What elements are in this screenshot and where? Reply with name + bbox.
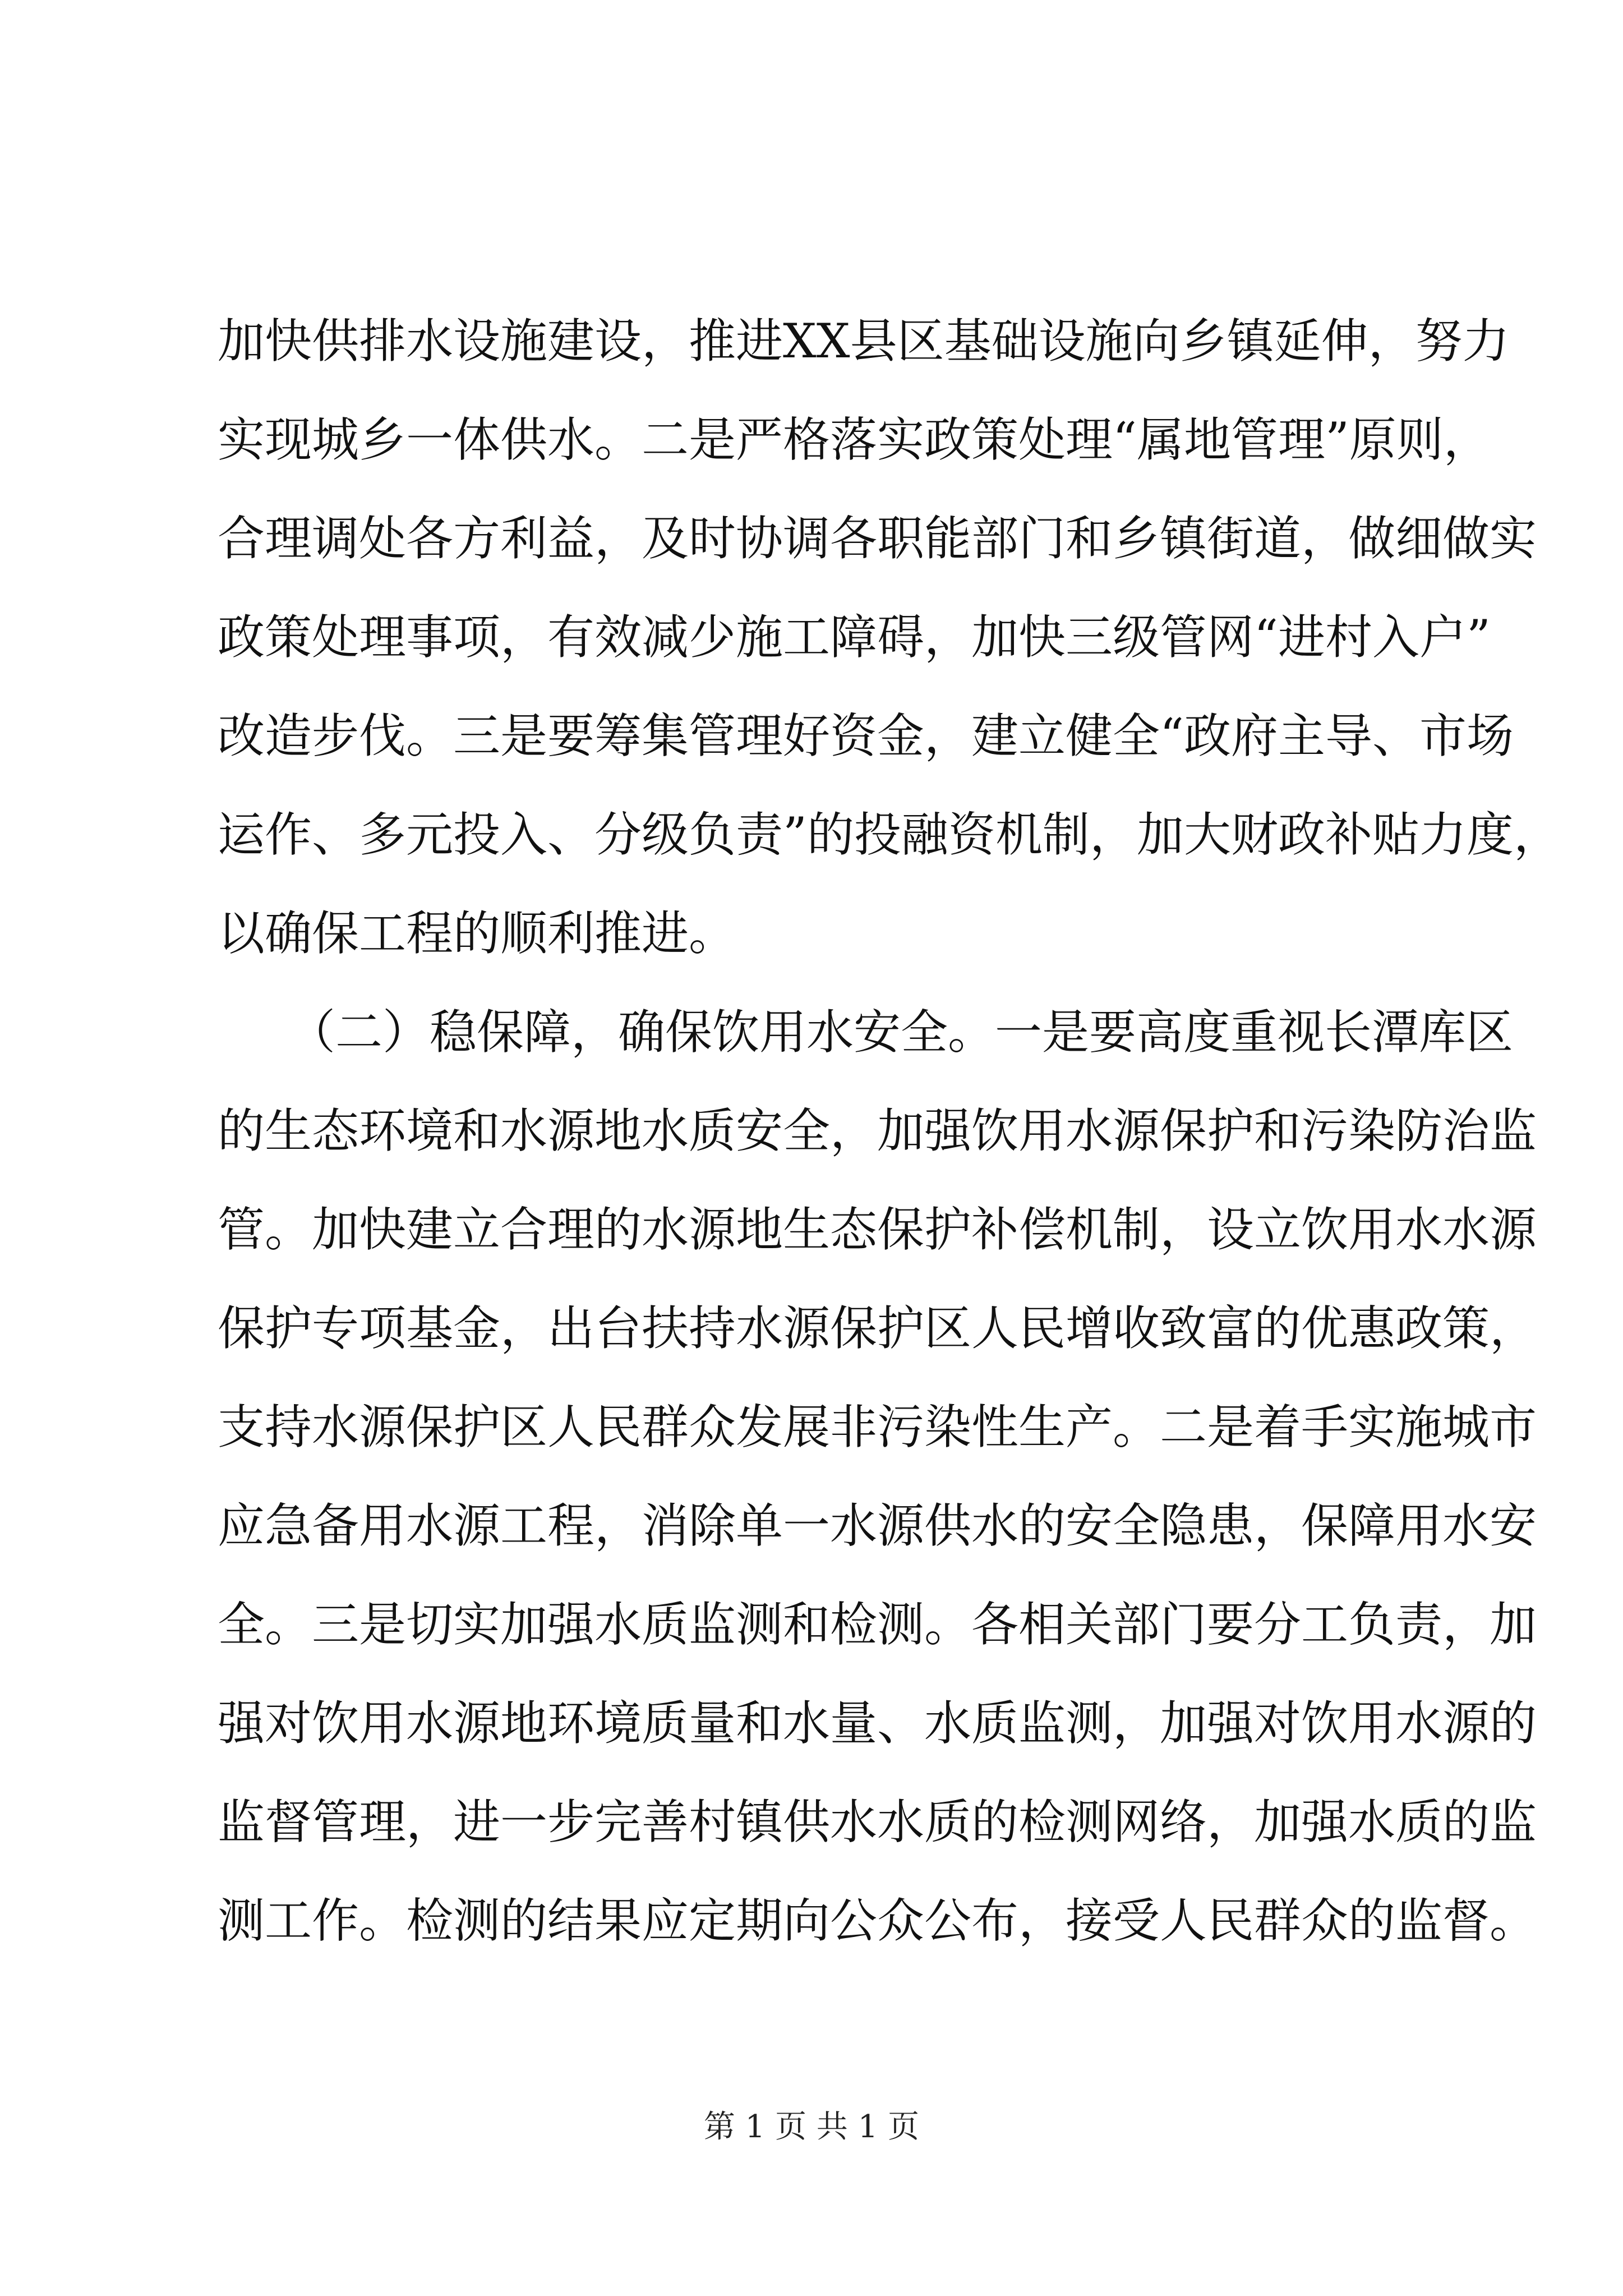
text-line: 监督管理，进一步完善村镇供水水质的检测网络，加强水质的监 [218, 1795, 1537, 1849]
text-line: 测工作。检测的结果应定期向公众公布，接受人民群众的监督。 [218, 1893, 1537, 1948]
text-line: 合理调处各方利益，及时协调各职能部门和乡镇街道，做细做实 [218, 511, 1537, 566]
text-line: 实现城乡一体供水。二是严格落实政策处理“属地管理”原则， [218, 412, 1491, 467]
text-line: 全。三是切实加强水质监测和检测。各相关部门要分工负责，加 [218, 1597, 1537, 1652]
text-line: 以确保工程的顺利推进。 [218, 906, 736, 961]
text-line: 保护专项基金，出台扶持水源保护区人民增收致富的优惠政策， [218, 1301, 1537, 1356]
text-line: 的生态环境和水源地水质安全，加强饮用水源保护和污染防治监 [218, 1103, 1537, 1158]
text-line: 加快供排水设施建设，推进XX县区基础设施向乡镇延伸，努力 [218, 314, 1510, 369]
text-line: 管。加快建立合理的水源地生态保护补偿机制，设立饮用水水源 [218, 1202, 1537, 1257]
text-line: 政策处理事项，有效减少施工障碍，加快三级管网“进村入户” [218, 610, 1491, 665]
text-line: （二）稳保障，确保饮用水安全。一是要高度重视长潭库区 [218, 1005, 1514, 1060]
text-line: 强对饮用水源地环境质量和水量、水质监测，加强对饮用水源的 [218, 1696, 1537, 1751]
text-line: 改造步伐。三是要筹集管理好资金，建立健全“政府主导、市场 [218, 708, 1514, 763]
page-footer: 第 1 页 共 1 页 [703, 2109, 920, 2145]
text-line: 应急备用水源工程，消除单一水源供水的安全隐患，保障用水安 [218, 1498, 1537, 1553]
text-line: 支持水源保护区人民群众发展非污染性生产。二是着手实施城市 [218, 1400, 1537, 1455]
body-text [218, 292, 1561, 1970]
text-line: 运作、多元投入、分级负责”的投融资机制，加大财政补贴力度， [218, 807, 1561, 862]
